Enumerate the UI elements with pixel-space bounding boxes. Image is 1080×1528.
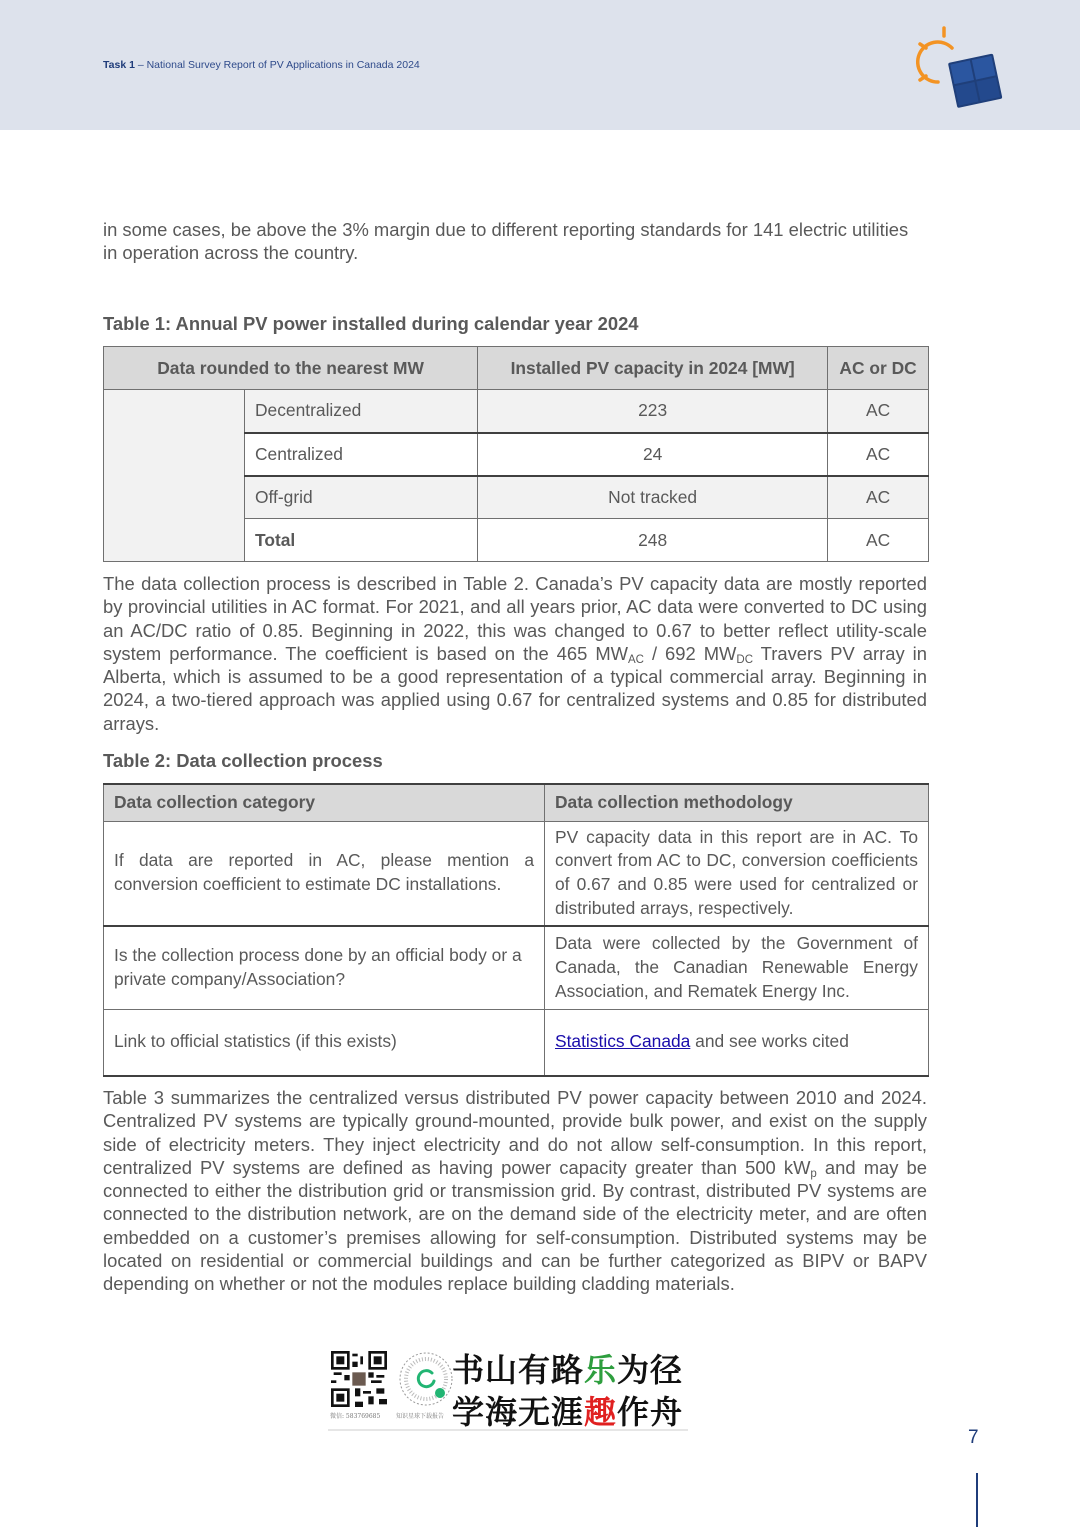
slogan-highlight: 趣 bbox=[584, 1393, 618, 1431]
table-row bbox=[104, 821, 929, 926]
table-row bbox=[104, 926, 929, 1009]
text-segment: Travers PV array in Alberta, which is assumed to be a good representation of a typical commercial array. Beginning in 2024, a two-tiered approach was applied using 0.67 for centralized systems and 0.85 for distributed arrays. bbox=[103, 642, 927, 734]
wechat-qr-code-icon[interactable] bbox=[331, 1351, 387, 1407]
sun-and-solar-panel-icon bbox=[908, 24, 1004, 114]
methodology-cell: PV capacity data in this report are in AC. To convert from AC to DC, conversion coefficients of 0.67 and 0.85 were used for centralized or distributed arrays, respectively. bbox=[545, 821, 929, 926]
text-segment: Table 3 summarizes the centralized versus distributed PV power capacity between 2010 and 2024. Centralized PV systems are typically ground-mounted, provide bulk power, and exist on the supply side of electricity meters. They inject electricity and do not allow self-consumption. In this report, centralized PV systems are defined as having power capacity greater than 500 kW bbox=[103, 1087, 927, 1178]
methodology-suffix: and see works cited bbox=[690, 1031, 849, 1052]
slogan-line-1 bbox=[452, 1345, 683, 1391]
subscript: p bbox=[810, 1167, 817, 1180]
methodology-cell bbox=[545, 1009, 929, 1076]
table3-summary-paragraph bbox=[103, 1086, 927, 1296]
promo-banner bbox=[328, 1345, 688, 1431]
ac-dc-value: AC bbox=[828, 390, 929, 433]
table1-header-cell: Data rounded to the nearest MW bbox=[104, 347, 478, 390]
report-title: – National Survey Report of PV Applications in Canada 2024 bbox=[134, 59, 420, 71]
statistics-canada-link[interactable]: Statistics Canada bbox=[555, 1031, 691, 1052]
table2-header-row bbox=[104, 784, 929, 821]
slogan-text: 作舟 bbox=[617, 1393, 684, 1431]
table2-header-cell: Data collection category bbox=[104, 784, 545, 821]
ac-dc-value: AC bbox=[828, 433, 929, 476]
category-cell: Link to official statistics (if this exists) bbox=[104, 1009, 545, 1076]
capacity-value: Not tracked bbox=[478, 476, 828, 519]
page-number: 7 bbox=[968, 1427, 979, 1448]
subscript: DC bbox=[736, 653, 754, 666]
table1-header-row bbox=[104, 347, 929, 390]
page-footer-rule bbox=[976, 1473, 978, 1527]
slogan-line-2 bbox=[452, 1387, 683, 1433]
table-row bbox=[104, 390, 929, 433]
page-header bbox=[0, 0, 1080, 130]
table2-data-collection-process bbox=[103, 783, 929, 1077]
capacity-value: 248 bbox=[478, 519, 828, 562]
ac-dc-value: AC bbox=[828, 476, 929, 519]
slogan-text: 学海无涯 bbox=[452, 1393, 585, 1431]
zsxq-qr-code-icon[interactable] bbox=[398, 1351, 454, 1407]
table2-caption: Table 2: Data collection process bbox=[103, 750, 383, 771]
methodology-cell: Data were collected by the Government of Canada, the Canadian Renewable Energy Association, and Rematek Energy Inc. bbox=[545, 926, 929, 1009]
table-row bbox=[104, 1009, 929, 1076]
wechat-id-caption: 微信: 583769685 bbox=[330, 1413, 381, 1420]
table1-header-cell: AC or DC bbox=[828, 347, 929, 390]
slogan-text: 为径 bbox=[617, 1351, 684, 1389]
text-segment: / 692 MW bbox=[643, 642, 737, 664]
table1-empty-group-cell bbox=[104, 390, 245, 562]
zsxq-caption: 知识星球下载报告 bbox=[396, 1413, 445, 1420]
row-label: Off-grid bbox=[245, 476, 478, 519]
capacity-value: 223 bbox=[478, 390, 828, 433]
slogan-text: 书山有路 bbox=[452, 1351, 585, 1389]
intro-paragraph: in some cases, be above the 3% margin due to different reporting standards for 141 electric utilities in operation across the country. bbox=[103, 219, 909, 264]
subscript: AC bbox=[628, 653, 644, 666]
table1-annual-pv-installed bbox=[103, 346, 929, 562]
row-label: Total bbox=[245, 519, 478, 562]
category-cell: Is the collection process done by an official body or a private company/Association? bbox=[104, 926, 545, 1009]
task-label: Task 1 bbox=[103, 59, 135, 71]
table1-caption: Table 1: Annual PV power installed during calendar year 2024 bbox=[103, 313, 639, 334]
data-collection-paragraph bbox=[103, 572, 927, 735]
running-header-title bbox=[103, 59, 420, 71]
text-segment: and may be connected to either the distribution grid or transmission grid. By contrast, distributed PV systems are connected to the distribution network, are on the demand side of the electricity meter, and are often embedded on a customer’s premises allowing for self-consumption. Distributed systems may be located on residential or commercial buildings and can be further categorized as BIPV or BAPV depending on whether or not the modules replace building cladding materials. bbox=[103, 1156, 927, 1295]
category-cell: If data are reported in AC, please mention a conversion coefficient to estimate DC installations. bbox=[104, 821, 545, 926]
text-segment: The data collection process is described in Table 2. Canada’s PV capacity data are mostly reported by provincial utilities in AC format. For 2021, and all years prior, AC data were converted to DC using an AC/DC ratio of 0.85. Beginning in 2022, this was changed to 0.67 to better reflect utility-scale system performance. The coefficient is based on the 465 MW bbox=[103, 573, 927, 664]
row-label: Centralized bbox=[245, 433, 478, 476]
table1-header-cell: Installed PV capacity in 2024 [MW] bbox=[478, 347, 828, 390]
ac-dc-value: AC bbox=[828, 519, 929, 562]
row-label: Decentralized bbox=[245, 390, 478, 433]
slogan-highlight: 乐 bbox=[584, 1351, 618, 1389]
table2-header-cell: Data collection methodology bbox=[545, 784, 929, 821]
capacity-value: 24 bbox=[478, 433, 828, 476]
